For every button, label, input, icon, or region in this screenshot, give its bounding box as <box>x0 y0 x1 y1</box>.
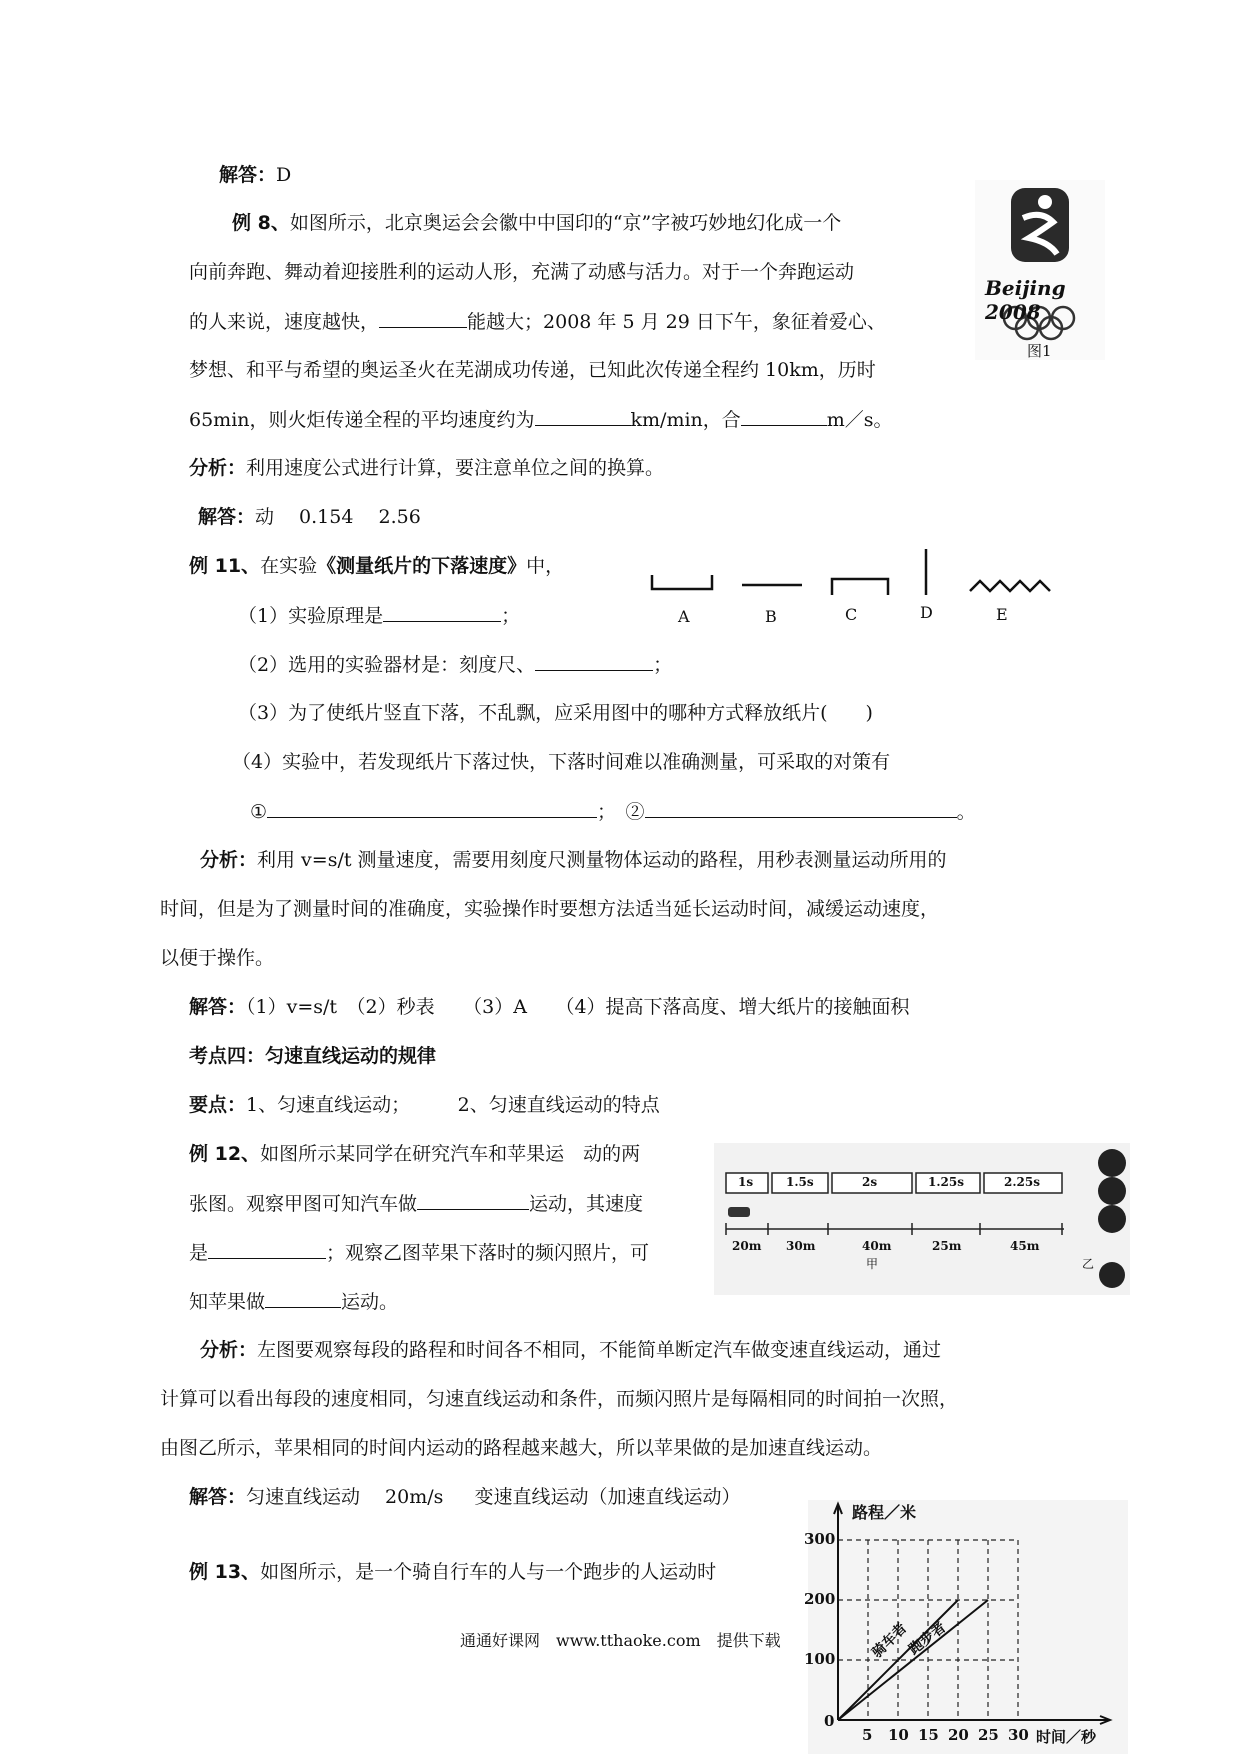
dist-25m: 25m <box>932 1239 962 1253</box>
ex12-text-4b: 运动。 <box>341 1291 399 1313</box>
graph-xtick-5: 5 <box>862 1726 873 1744</box>
car-apple-diagram <box>714 1143 1130 1295</box>
ex8-line-4: 梦想、和平与希望的奥运圣火在芜湖成功传递，已知此次传递全程约 10km，历时 <box>189 359 876 381</box>
analysis-text: 利用 v=s/t 测量速度，需要用刻度尺测量物体运动的路程，用秒表测量运动所用的 <box>257 849 947 871</box>
ex8-line-2: 向前奔跑、舞动着迎接胜利的运动人形，充满了动感与活力。对于一个奔跑运动 <box>189 261 855 283</box>
ex11-text-a: 在实验 <box>260 555 318 577</box>
answer-label: 解答： <box>189 996 247 1018</box>
ex12-text-2a: 张图。观察甲图可知汽车做 <box>189 1193 418 1215</box>
blank-2[interactable] <box>535 407 631 426</box>
fig-label-b: B <box>765 607 777 626</box>
ex8-text-5a: 65min，则火炬传递全程的平均速度约为 <box>189 409 535 431</box>
fig-label-c: C <box>845 605 858 624</box>
graph-xlabel: 时间／秒 <box>1036 1728 1097 1746</box>
ex8-text-5c: m／s。 <box>826 409 893 431</box>
blank-q1[interactable] <box>383 603 501 622</box>
blank-q4-2[interactable] <box>645 799 957 818</box>
answer-label: 解答： <box>198 506 256 528</box>
ex8-text-1: 如图所示，北京奥运会会徽中中国印的“京”字被巧妙地幻化成一个 <box>289 212 842 234</box>
q4-blanks <box>250 799 976 824</box>
label-yi: 乙 <box>1082 1257 1095 1271</box>
ex12-text-3b: ；观察乙图苹果下落时的频闪照片，可 <box>326 1242 650 1264</box>
blank-q2[interactable] <box>535 652 653 671</box>
key-points <box>189 1093 660 1117</box>
q1 <box>238 603 520 628</box>
ex13-text: 如图所示，是一个骑自行车的人与一个跑步的人运动时 <box>260 1561 717 1583</box>
fig-label-a: A <box>678 607 690 626</box>
q2 <box>238 652 672 677</box>
blank-1[interactable] <box>379 309 467 328</box>
blank-3[interactable] <box>741 407 827 426</box>
q2-end: ； <box>653 654 673 676</box>
q4-circle-1: ① <box>250 801 268 823</box>
answer-8 <box>198 505 421 529</box>
analysis-11-l1 <box>200 848 947 872</box>
time-2s: 2s <box>862 1175 878 1189</box>
ex8-line-1 <box>232 211 841 235</box>
ex12-line-3 <box>189 1240 649 1265</box>
paper-release-figure <box>640 545 1060 625</box>
ex12-text-4a: 知苹果做 <box>189 1291 266 1313</box>
ex12-text-2b: 运动，其速度 <box>529 1193 644 1215</box>
key-point-4: 考点四：匀速直线运动的规律 <box>189 1045 437 1067</box>
q4-end: 。 <box>956 801 976 823</box>
q4-sep: ； ② <box>597 801 645 823</box>
ex12-label: 例 12、 <box>189 1143 261 1165</box>
fig-label-d: D <box>920 603 933 622</box>
time-2-25s: 2.25s <box>1004 1175 1040 1189</box>
analysis-11-l3: 以便于操作。 <box>160 947 275 969</box>
graph-ytick-200: 200 <box>804 1590 836 1608</box>
ex11-text-c: 中， <box>526 555 565 577</box>
graph-xtick-25: 25 <box>978 1726 999 1744</box>
blank-ex12-1[interactable] <box>417 1191 529 1210</box>
answer-label: 解答： <box>219 164 277 186</box>
ex12-text-1: 如图所示某同学在研究汽车和苹果运 动的两 <box>260 1143 641 1165</box>
analysis-12-l3: 由图乙所示，苹果相同的时间内运动的路程越来越大，所以苹果做的是加速直线运动。 <box>160 1437 883 1459</box>
graph-xtick-30: 30 <box>1008 1726 1029 1744</box>
analysis-12-l1 <box>200 1338 941 1362</box>
blank-ex12-3[interactable] <box>265 1289 341 1308</box>
graph-ytick-100: 100 <box>804 1650 836 1668</box>
answer-12 <box>189 1485 740 1509</box>
key-text: 1、匀速直线运动； 2、匀速直线运动的特点 <box>246 1094 660 1116</box>
dist-20m: 20m <box>732 1239 762 1253</box>
dist-30m: 30m <box>786 1239 816 1253</box>
time-1-25s: 1.25s <box>928 1175 964 1189</box>
ex13-label: 例 13、 <box>189 1561 261 1583</box>
ex13-line-1 <box>189 1560 716 1584</box>
graph-ytick-0: 0 <box>824 1712 835 1730</box>
ex8-line-5 <box>189 407 893 432</box>
analysis-12-l2: 计算可以看出每段的速度相同，匀速直线运动和条件，而频闪照片是每隔相同的时间拍一次照， <box>160 1388 959 1410</box>
graph-xtick-15: 15 <box>918 1726 939 1744</box>
graph-xtick-10: 10 <box>888 1726 909 1744</box>
answer-11 <box>189 995 910 1019</box>
fig-label-e: E <box>996 605 1008 624</box>
line-cyclist-label: 骑车者 <box>869 1620 911 1662</box>
graph-ylabel: 路程／米 <box>852 1503 917 1522</box>
q4: （4）实验中，若发现纸片下落过快，下落时间难以准确测量，可采取的对策有 <box>232 751 891 773</box>
ex8-text-3b: 能越大；2008 年 5 月 29 日下午，象征着爱心、 <box>467 311 886 333</box>
ex11-text-b: 《测量纸片的下落速度》 <box>317 555 527 577</box>
answer-text: 动 0.154 2.56 <box>255 506 421 528</box>
answer-line-1 <box>219 163 291 187</box>
answer-label: 解答： <box>189 1486 247 1508</box>
q1-text: （1）实验原理是 <box>238 605 384 627</box>
key-label: 要点： <box>189 1094 247 1116</box>
analysis-label: 分析： <box>200 1339 258 1361</box>
car-apple-figure <box>714 1143 1130 1295</box>
label-jia: 甲 <box>866 1257 879 1271</box>
time-1s: 1s <box>738 1175 754 1189</box>
logo-text: Beijing 2008 <box>985 276 1066 324</box>
page-footer: 通通好课网 www.tthaoke.com 提供下载 <box>460 1631 781 1650</box>
olympic-logo-icon <box>975 180 1105 360</box>
ex11-label: 例 11、 <box>189 555 261 577</box>
ex11-line-1 <box>189 554 564 578</box>
analysis-text: 利用速度公式进行计算，要注意单位之间的换算。 <box>246 457 665 479</box>
line-runner-label: 跑步者 <box>906 1619 950 1659</box>
blank-ex12-2[interactable] <box>208 1240 326 1259</box>
analysis-label: 分析： <box>200 849 258 871</box>
ex8-text-3a: 的人来说，速度越快， <box>189 311 380 333</box>
answer-text: D <box>276 164 292 186</box>
answer-text: 匀速直线运动 20m/s 变速直线运动（加速直线运动） <box>246 1486 741 1508</box>
q1-end: ； <box>501 605 521 627</box>
q3: （3）为了使纸片竖直下落，不乱飘，应采用图中的哪种方式释放纸片( ) <box>238 702 873 724</box>
ex12-line-2 <box>189 1191 643 1216</box>
beijing-2008-logo <box>975 180 1105 360</box>
graph-xtick-20: 20 <box>948 1726 969 1744</box>
graph-svg <box>808 1500 1128 1754</box>
ex12-line-1 <box>189 1142 640 1166</box>
blank-q4-1[interactable] <box>267 799 597 818</box>
ex8-label: 例 8、 <box>232 212 290 234</box>
analysis-label: 分析： <box>189 457 247 479</box>
ex8-text-5b: km/min，合 <box>630 409 741 431</box>
logo-caption: 图1 <box>1027 342 1052 360</box>
ex12-text-3a: 是 <box>189 1242 209 1264</box>
q2-text: （2）选用的实验器材是：刻度尺、 <box>238 654 536 676</box>
graph-ytick-300: 300 <box>804 1530 836 1548</box>
analysis-11-l2: 时间，但是为了测量时间的准确度，实验操作时要想方法适当延长运动时间，减缓运动速度， <box>160 898 940 920</box>
analysis-8 <box>189 456 664 480</box>
time-1-5s: 1.5s <box>786 1175 814 1189</box>
distance-time-graph <box>804 1500 1128 1754</box>
ex8-line-3 <box>189 309 886 334</box>
ex12-line-4 <box>189 1289 398 1314</box>
dist-40m: 40m <box>862 1239 892 1253</box>
answer-text: （1）v=s/t （2）秒表 （3）A （4）提高下落高度、增大纸片的接触面积 <box>246 996 910 1018</box>
analysis-text: 左图要观察每段的路程和时间各不相同，不能简单断定汽车做变速直线运动，通过 <box>257 1339 942 1361</box>
dist-45m: 45m <box>1010 1239 1040 1253</box>
